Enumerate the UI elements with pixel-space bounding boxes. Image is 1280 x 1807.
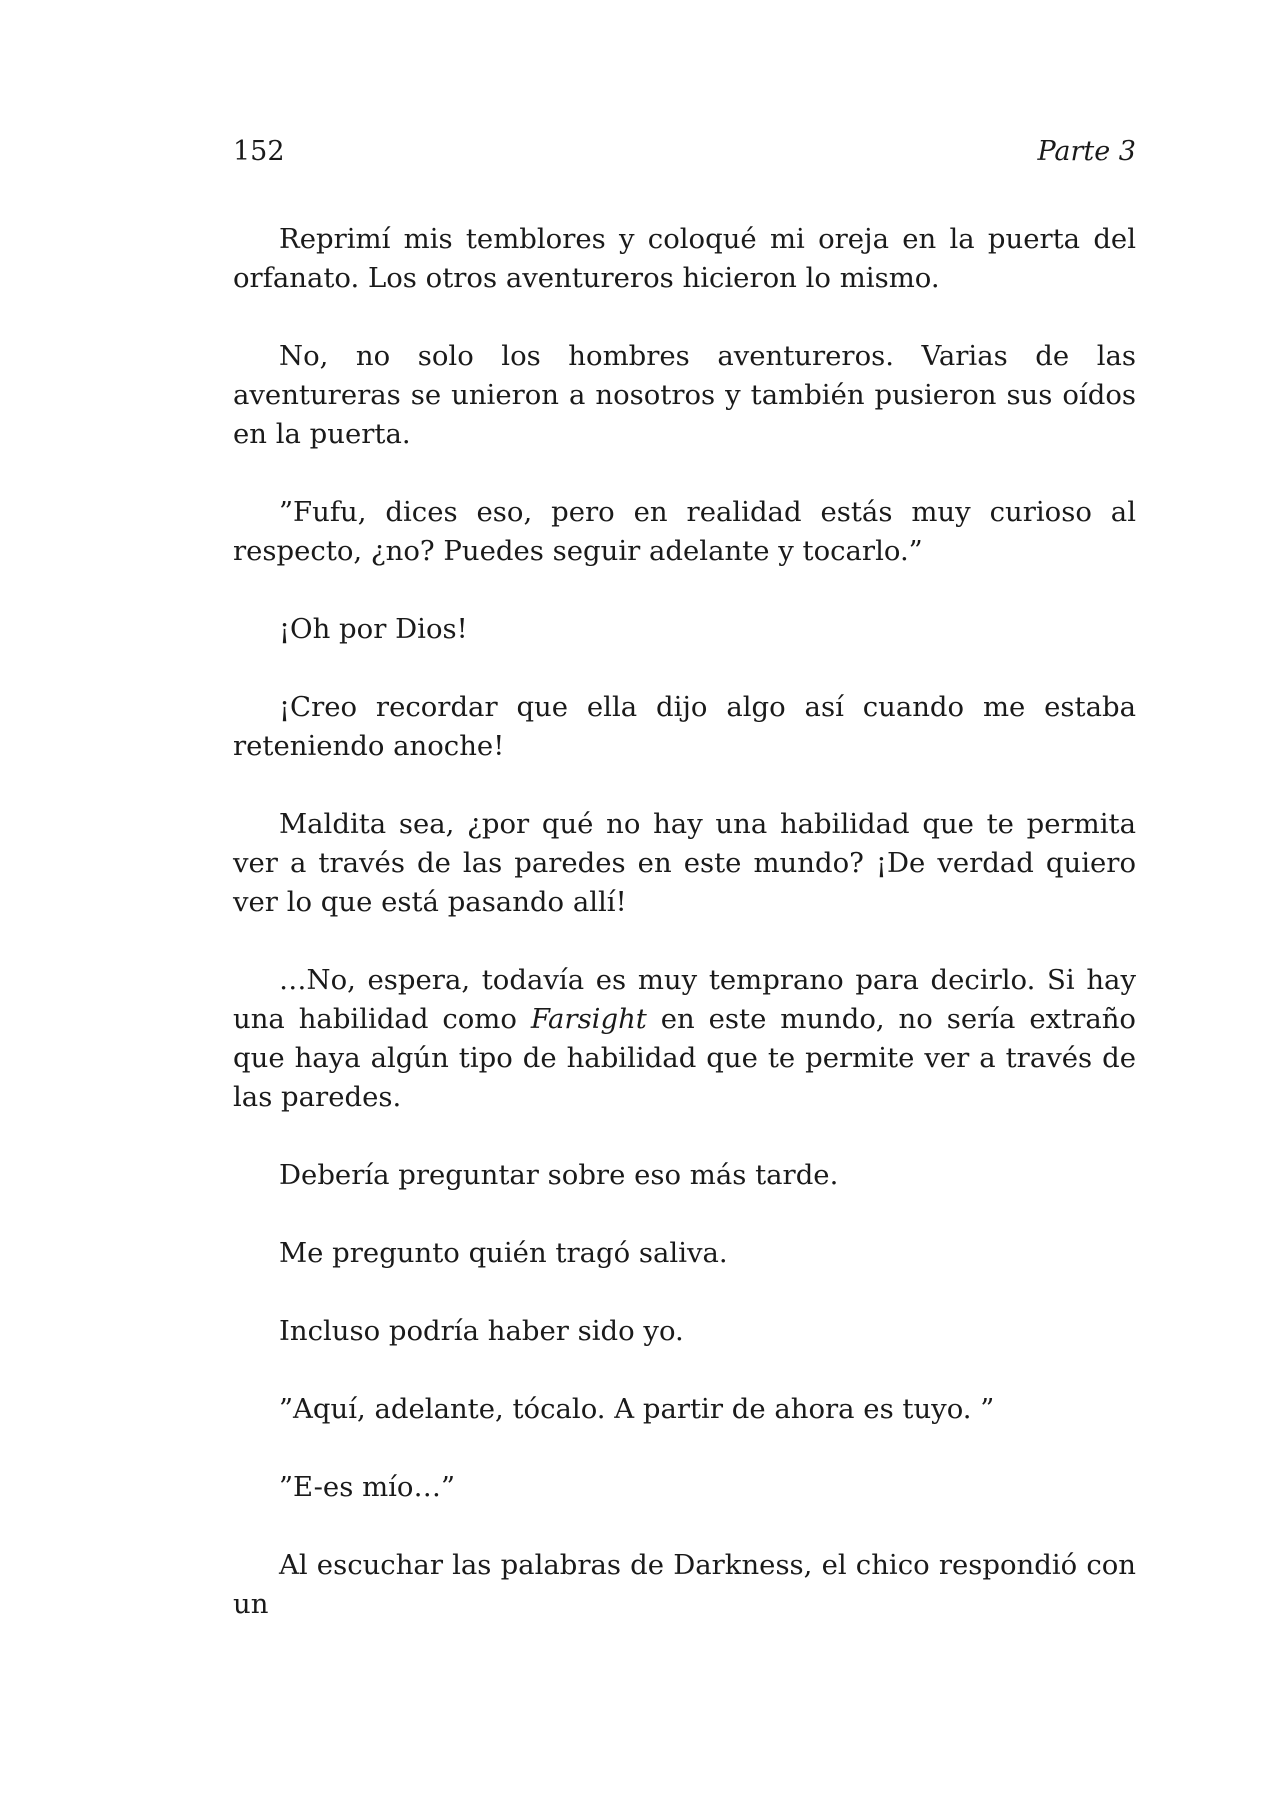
paragraph: ”Aquí, adelante, tócalo. A partir de ahora es tuyo. ” <box>279 1393 995 1425</box>
paragraph: ”E-es mío…” <box>279 1471 456 1503</box>
emphasized-skill-name: Farsight <box>530 1003 647 1035</box>
paragraph-text: en este mundo, no sería extraño que haya algún tipo de habilidad que te permite ver a través de las paredes. <box>233 1003 1136 1113</box>
paragraph <box>233 961 1136 1117</box>
paragraph: Al escuchar las palabras de Darkness, el chico respondió con un <box>233 1549 1136 1620</box>
book-page <box>233 0 1136 1807</box>
paragraph: ¡Creo recordar que ella dijo algo así cuando me estaba reteniendo anoche! <box>233 691 1136 762</box>
running-head <box>233 132 1136 172</box>
paragraph: No, no solo los hombres aventureros. Varias de las aventureras se unieron a nosotros y también pusieron sus oídos en la puerta. <box>233 340 1136 450</box>
section-title: Parte 3 <box>1037 136 1136 167</box>
paragraph: ¡Oh por Dios! <box>279 613 468 645</box>
paragraph: Incluso podría haber sido yo. <box>279 1315 684 1347</box>
paragraph: ”Fufu, dices eso, pero en realidad estás muy curioso al respecto, ¿no? Puedes seguir adelante y tocarlo.” <box>233 496 1136 567</box>
paragraph-text: …No, espera, todavía es muy temprano para decirlo. Si hay una habilidad como <box>233 964 1136 1035</box>
paragraph: Maldita sea, ¿por qué no hay una habilidad que te permita ver a través de las paredes en este mundo? ¡De verdad quiero ver lo que está pasando allí! <box>233 808 1136 918</box>
paragraph: Debería preguntar sobre eso más tarde. <box>279 1159 839 1191</box>
paragraph: Me pregunto quién tragó saliva. <box>279 1237 728 1269</box>
paragraph: Reprimí mis temblores y coloqué mi oreja en la puerta del orfanato. Los otros aventureros hicieron lo mismo. <box>233 223 1136 294</box>
page-number: 152 <box>233 136 285 167</box>
body-text <box>233 220 1136 1624</box>
